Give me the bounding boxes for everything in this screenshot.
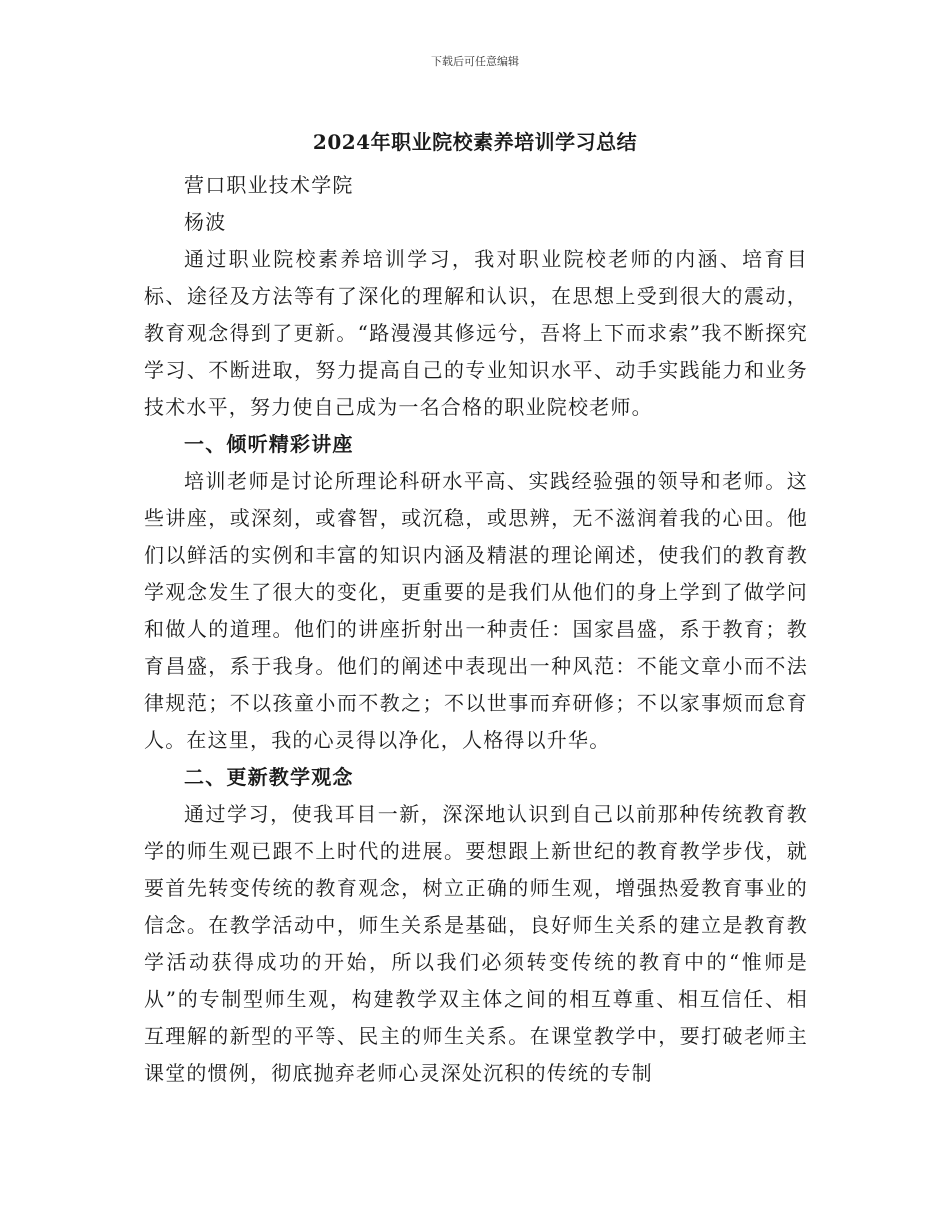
section-paragraph: 培训老师是讨论所理论科研水平高、实践经验强的领导和老师。这些讲座，或深刻，或睿智，或沉稳，或思辨，无不滋润着我的心田。他们以鲜活的实例和丰富的知识内涵及精湛的理论阐述，使我们的教育教学观念发生了很大的变化，更重要的是我们从他们的身上学到了做学问和做人的道理。他们的讲座折射出一种责任：国家昌盛，系于教育；教育昌盛，系于我身。他们的阐述中表现出一种风范：不能文章小而不法律规范；不以孩童小而不教之；不以世事而弃研修；不以家事烦而怠育人。在这里，我的心灵得以净化，人格得以升华。: [144, 469, 808, 752]
document-body: [144, 167, 808, 1092]
author-line: 杨波: [184, 210, 227, 234]
institution-line: 营口职业技术学院: [184, 173, 354, 197]
document-title: 2024年职业院校素养培训学习总结: [312, 130, 638, 154]
page-header-note: 下载后可任意编辑: [431, 55, 519, 68]
intro-paragraph: 通过职业院校素养培训学习，我对职业院校老师的内涵、培育目标、途径及方法等有了深化的理解和认识，在思想上受到很大的震动，教育观念得到了更新。“路漫漫其修远兮，吾将上下而求索”我不断探究学习、不断进取，努力提高自己的专业知识水平、动手实践能力和业务技术水平，努力使自己成为一名合格的职业院校老师。: [144, 247, 808, 419]
section-heading: 二、更新教学观念: [184, 765, 354, 789]
section-paragraph: 通过学习，使我耳目一新，深深地认识到自己以前那种传统教育教学的师生观已跟不上时代的进展。要想跟上新世纪的教育教学步伐，就要首先转变传统的教育观念，树立正确的师生观，增强热爱教育事业的信念。在教学活动中，师生关系是基础，良好师生关系的建立是教育教学活动获得成功的开始，所以我们必须转变传统的教育中的“惟师是从”的专制型师生观，构建教学双主体之间的相互尊重、相互信任、相互理解的新型的平等、民主的师生关系。在课堂教学中，要打破老师主课堂的惯例，彻底抛弃老师心灵深处沉积的传统的专制: [144, 802, 808, 1085]
section-heading: 一、倾听精彩讲座: [184, 432, 354, 456]
